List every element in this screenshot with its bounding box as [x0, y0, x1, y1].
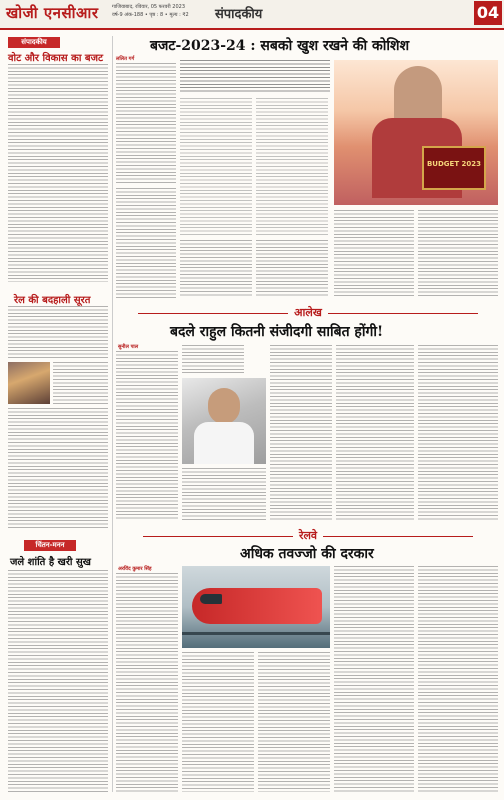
editorial-photo-caption [53, 362, 108, 404]
chintan-headline: जले शांति है खरी सुख [10, 557, 91, 568]
aalekh-banner: आलेख [116, 305, 500, 320]
aalekh-byline: सुनील पाल [118, 344, 139, 350]
aalekh-body-b [182, 345, 244, 375]
aalekh-body-d [270, 345, 332, 521]
editorial-body [8, 64, 108, 282]
editorial-headline: वोट और विकास का बजट [8, 53, 104, 64]
aalekh-body-e [336, 345, 414, 521]
newspaper-logo: खोजी एनसीआर [6, 4, 99, 22]
main-body-e [256, 240, 328, 298]
railway-headline: अधिक तवज्जो की दरकार [240, 546, 374, 562]
railway-photo [182, 566, 330, 648]
editorial-sub-body-2 [8, 408, 108, 528]
photo-track [182, 632, 330, 635]
aalekh-headline: बदले राहुल कितनी संजीदगी साबित होंगी! [170, 324, 384, 340]
main-body-c [116, 188, 176, 298]
railway-body-d [334, 566, 414, 792]
editorial-subhead: रेल की बदहाली सूरत [14, 295, 91, 306]
main-photo [334, 60, 498, 205]
main-byline: ललित गर्ग [116, 56, 135, 62]
photo-train-window [200, 594, 222, 604]
railway-body-e [418, 566, 498, 792]
photo-person-head [208, 388, 240, 424]
main-body-b [256, 98, 328, 236]
aalekh-photo [182, 378, 266, 464]
railway-banner: रेलवे [116, 528, 500, 543]
main-body-d [180, 240, 252, 298]
chintan-body [8, 570, 108, 792]
aalekh-body-a [116, 351, 178, 521]
page-number: 04 [474, 1, 502, 25]
photo-person-body [194, 422, 254, 464]
photo-budget-text: BUDGET 2023 [426, 160, 482, 168]
photo-person-figure [394, 66, 442, 126]
main-intro [116, 63, 176, 183]
main-body-f [334, 210, 414, 298]
main-body-g [418, 210, 498, 298]
dateline-edition: वर्ष-9 अंक-188 • पृष्ठ : 8 • मूल्य : ₹2 [112, 12, 189, 18]
main-headline: बजट-2023-24 : सबको खुश रखने की कोशिश [150, 38, 410, 54]
chintan-tag: चिंतन-मनन [24, 540, 76, 551]
editorial-tag: संपादकीय [8, 37, 60, 48]
editorial-photo [8, 362, 50, 404]
editorial-sub-body [8, 306, 108, 360]
dateline-date: गाजियाबाद, रविवार, 05 फरवरी 2023 [112, 4, 185, 10]
railway-byline: अरविंद कुमार सिंह [118, 566, 152, 572]
section-title: संपादकीय [215, 7, 263, 22]
railway-body-b [182, 652, 254, 792]
main-lede-box [180, 60, 330, 94]
railway-body-a [116, 573, 178, 793]
photo-budget-tablet [422, 146, 486, 190]
railway-body-c [258, 652, 330, 792]
aalekh-body-c [182, 468, 266, 521]
aalekh-body-f [418, 345, 498, 521]
column-divider [112, 36, 113, 792]
main-body-a [180, 98, 252, 236]
